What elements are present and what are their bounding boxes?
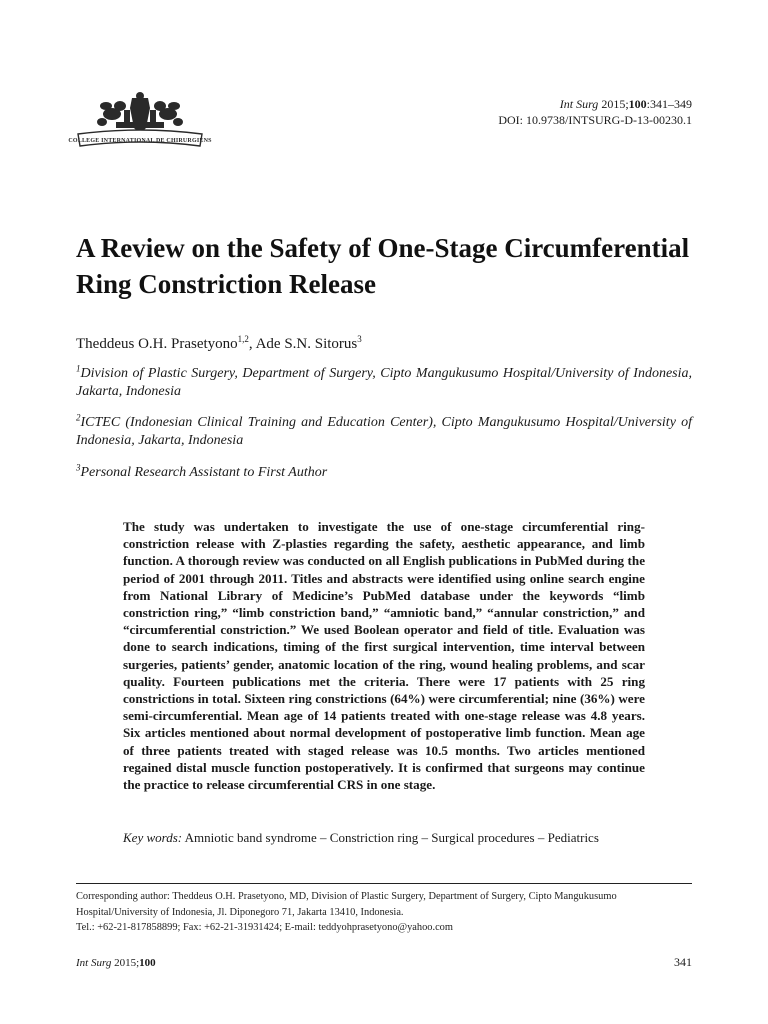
affiliation-2: $^2$ICTEC (Indonesian Clinical Training and Education Center), Cipto Mangukusumo Hospital/University of Indonesia, Jakarta, Indonesia bbox=[76, 412, 692, 448]
seal-icon bbox=[68, 92, 212, 156]
article-title: A Review on the Safety of One-Stage Circumferential Ring Constriction Release bbox=[76, 233, 690, 299]
keywords-list: Amniotic band syndrome – Constriction ring – Surgical procedures – Pediatrics bbox=[182, 830, 599, 845]
page-number: 341 bbox=[674, 955, 692, 969]
abstract: The study was undertaken to investigate the use of one-stage circumferential ring-constriction release with Z-plasties regarding the safety, aesthetic appearance, and limb function. A thorough review was conducted on all English publications in PubMed during the period of 2001 through 2011. Titles and abstracts were identified using online search engine from National Library of Medicine’s PubMed database under the keywords “limb constriction ring,” “limb constriction band,” “amniotic band,” “annular constriction,” and “circumferential constriction.” We used Boolean operator and field of title. Evaluation was done to search indications, timing of the first surgical intervention, time interval between surgeries, patients’ gender, anatomic location of the ring, wound healing problems, and scar quality. Fourteen publications met the criteria. There were 17 patients with 25 ring constrictions in total. Sixteen ring constrictions (64%) were circumferential; nine (36%) were semi-circumferential. Mean age of 14 patients treated with one-stage release was 4.8 years. Six articles mentioned about normal development of postoperative limb function. Mean age of three patients treated with staged release was 10.5 months. Two articles mentioned regained distal muscle function postoperatively. It is confirmed that surgeons may continue the practice to release circumferential CRS in one stage. bbox=[123, 519, 645, 793]
svg-text:COLLEGE INTERNATIONAL DE CHIRU: COLLEGE INTERNATIONAL DE CHIRURGIENS bbox=[68, 138, 212, 144]
author-affiliation-marker: 3 bbox=[357, 334, 362, 344]
author-list: Theddeus O.H. Prasetyono$^{1,2}$, Ade S.N. Sitorus$^3$ bbox=[76, 334, 362, 352]
doi: DOI: 10.9738/INTSURG-D-13-00230.1 bbox=[498, 113, 692, 127]
affiliation-3: $^3$Personal Research Assistant to First Author bbox=[76, 462, 328, 480]
corresponding-author-footnote: Corresponding author: Theddeus O.H. Prasetyono, MD, Division of Plastic Surgery, Department of Surgery, Cipto Mangukusumo Hospital/University of Indonesia, Jl. Diponegoro 71, Jakarta 13410, Indonesia. Tel.: +62-21-817858899; Fax: +62-21-31931424; E-mail: teddyohprasetyono@yahoo.com bbox=[76, 891, 617, 933]
footnote-divider bbox=[76, 883, 692, 884]
keywords-label: Key words: bbox=[123, 830, 183, 845]
journal-citation: Int Surg 2015;100:341–349 bbox=[559, 97, 692, 111]
author-affiliation-marker: 1,2 bbox=[237, 334, 249, 344]
footer-journal: Int Surg 2015;100 bbox=[76, 957, 156, 969]
college-seal-logo bbox=[68, 92, 212, 156]
header-citation bbox=[498, 96, 692, 128]
keywords bbox=[123, 829, 663, 846]
author-name: Ade S.N. Sitorus bbox=[255, 336, 358, 352]
author-name: Theddeus O.H. Prasetyono bbox=[76, 336, 238, 352]
affiliation-1: $^1$Division of Plastic Surgery, Department of Surgery, Cipto Mangukusumo Hospital/University of Indonesia, Jakarta, Indonesia bbox=[76, 363, 692, 399]
